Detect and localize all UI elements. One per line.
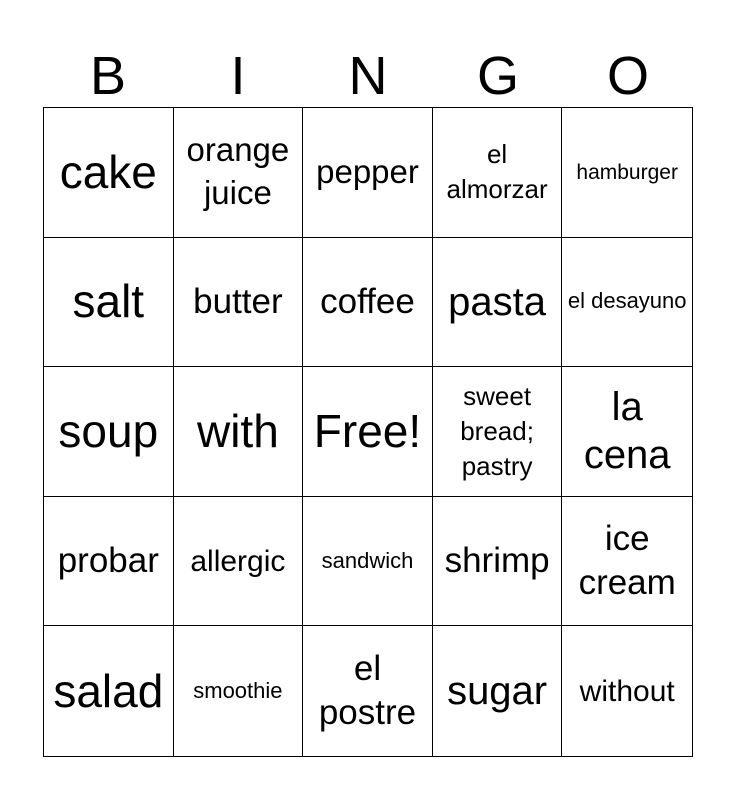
cell-label: hamburger: [576, 160, 678, 184]
bingo-cell[interactable]: [562, 497, 692, 627]
bingo-cell[interactable]: [303, 626, 433, 756]
free-space-label: Free!: [313, 404, 422, 457]
bingo-cell[interactable]: [562, 238, 692, 368]
cell-label: pasta: [448, 279, 547, 324]
bingo-cell[interactable]: [433, 626, 563, 756]
header-letter-i: I: [230, 46, 246, 106]
bingo-cell[interactable]: [174, 497, 304, 627]
bingo-cell[interactable]: [562, 108, 692, 238]
cell-label: with: [196, 404, 279, 457]
bingo-cell[interactable]: [433, 497, 563, 627]
header-letter-n: N: [348, 46, 388, 106]
cell-label: shrimp: [444, 541, 550, 581]
free-space-cell[interactable]: [303, 367, 433, 497]
cell-label: la cena: [583, 385, 671, 478]
bingo-cell[interactable]: [433, 108, 563, 238]
bingo-cell[interactable]: [303, 108, 433, 238]
cell-label: butter: [193, 282, 283, 322]
bingo-cell[interactable]: [44, 626, 174, 756]
bingo-cell[interactable]: [44, 367, 174, 497]
bingo-cell[interactable]: [562, 367, 692, 497]
cell-label: without: [579, 674, 675, 708]
bingo-cell[interactable]: [562, 626, 692, 756]
header-letter-o: O: [606, 46, 649, 106]
cell-label: ice cream: [578, 519, 676, 603]
bingo-cell[interactable]: [174, 626, 304, 756]
bingo-cell[interactable]: [44, 497, 174, 627]
cell-label: allergic: [190, 544, 286, 578]
cell-label: pepper: [316, 152, 419, 190]
bingo-cell[interactable]: [433, 238, 563, 368]
bingo-cell[interactable]: [174, 367, 304, 497]
header-letter-b: B: [89, 46, 127, 106]
cell-label: sweet bread; pastry: [460, 380, 534, 482]
cell-label: sandwich: [321, 547, 414, 573]
bingo-cell[interactable]: [174, 238, 304, 368]
bingo-cell[interactable]: [44, 238, 174, 368]
cell-label: smoothie: [193, 677, 283, 703]
bingo-board: [43, 107, 693, 757]
header-letter-g: G: [476, 46, 519, 106]
cell-label: probar: [57, 541, 159, 581]
bingo-header: [43, 46, 693, 106]
bingo-cell[interactable]: [44, 108, 174, 238]
cell-label: el almorzar: [446, 139, 548, 205]
cell-label: salt: [72, 275, 145, 328]
bingo-cell[interactable]: [303, 238, 433, 368]
cell-label: soup: [58, 404, 159, 457]
cell-label: orange juice: [186, 131, 290, 212]
bingo-cell[interactable]: [303, 497, 433, 627]
cell-label: salad: [53, 664, 164, 717]
cell-label: sugar: [447, 669, 548, 714]
cell-label: coffee: [320, 282, 415, 322]
bingo-cell[interactable]: [433, 367, 563, 497]
cell-label: el desayuno: [567, 288, 687, 314]
cell-label: el postre: [318, 649, 417, 733]
cell-label: cake: [59, 145, 157, 198]
bingo-cell[interactable]: [174, 108, 304, 238]
